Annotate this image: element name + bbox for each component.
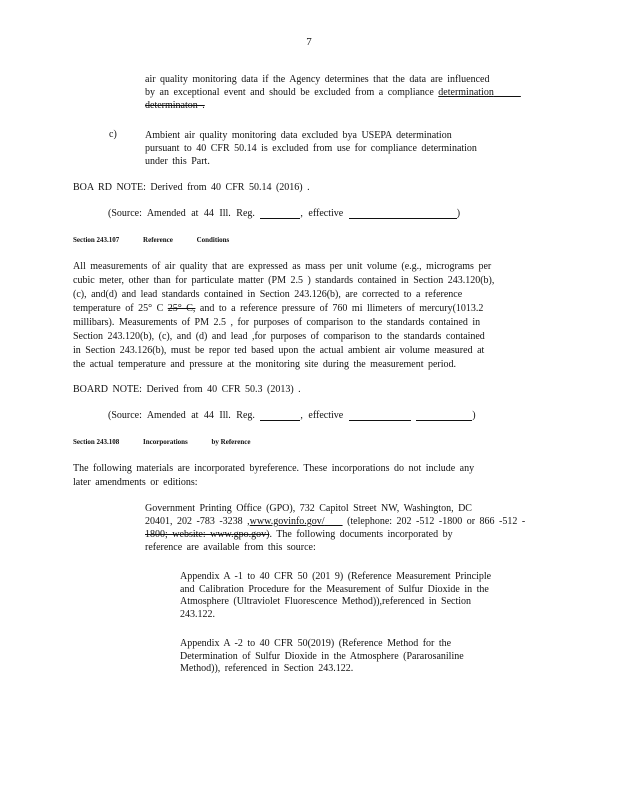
blank-register-number — [260, 410, 300, 421]
continuation-paragraph — [145, 73, 521, 112]
blank-effective-date — [349, 208, 457, 219]
section-title: Incorporations — [143, 438, 188, 446]
text-line — [145, 86, 521, 99]
text-fragment: temperature of 25° C — [73, 303, 164, 314]
text-line: in Section 243.126(b), must be repor ted based upon the actual ambient air volume measured at — [73, 345, 485, 356]
text-fragment: . The following documents incorporated by — [269, 529, 453, 540]
appendix-a1-entry — [180, 571, 528, 621]
text-line: under this Part. — [145, 156, 210, 167]
text-line: Government Printing Office (GPO), 732 Capitol Street NW, Washington, DC — [145, 503, 472, 514]
board-note-2: BOARD NOTE: Derived from 40 CFR 50.3 (2013) . — [73, 384, 301, 395]
section-108-intro — [73, 462, 543, 490]
text-line: Appendix A -1 to 40 CFR 50 (201 9) (Reference Measurement Principle — [180, 571, 492, 582]
text-line: 243.122. — [180, 608, 215, 620]
text-line: and Calibration Procedure for the Measurement of Sulfur Dioxide in the — [180, 583, 489, 595]
text-line — [145, 528, 537, 541]
section-title: Reference — [143, 236, 173, 244]
source-mid: , effective — [300, 208, 344, 219]
text-line — [73, 302, 543, 316]
deleted-text: 25° C, — [167, 303, 196, 314]
page-number: 7 — [306, 36, 312, 48]
source-suffix: ) — [456, 208, 461, 219]
item-label: c) — [109, 129, 117, 140]
section-title: by Reference — [211, 438, 251, 446]
section-heading-107 — [73, 236, 251, 244]
text-fragment: by an exceptional event and should be excluded from a compliance — [145, 87, 434, 98]
text-line: Atmosphere (Ultraviolet Fluorescence Method)),referenced in Section — [180, 596, 472, 607]
section-107-body — [73, 260, 543, 372]
text-fragment: (telephone: 202 -512 -1800 or 866 -512 - — [347, 516, 526, 527]
text-line: All measurements of air quality that are expressed as mass per unit volume (e.g., micrograms per — [73, 261, 492, 272]
deleted-text: 1800; website: www.gpo.gov) — [145, 529, 270, 540]
source-note-1 — [108, 208, 460, 219]
text-line: reference are available from this source: — [145, 542, 316, 553]
text-fragment: 20401, 202 -783 -3238 , — [145, 516, 250, 527]
text-line: pursuant to 40 CFR 50.14 is excluded from use for compliance determination — [145, 143, 477, 154]
source-suffix: ) — [472, 410, 476, 421]
blank-effective-date — [349, 410, 411, 421]
blank-effective-date — [416, 410, 472, 421]
item-c-paragraph — [145, 129, 521, 168]
section-title: Conditions — [196, 236, 230, 244]
source-mid: , effective — [300, 410, 344, 421]
text-line: Section 243.120(b), (c), and (d) and lead ,for purposes of comparison to the standards contained — [73, 331, 485, 342]
text-line: Ambient air quality monitoring data excluded bya USEPA determination — [145, 130, 452, 141]
source-prefix: (Source: Amended at 44 Ill. Reg. — [108, 410, 255, 421]
text-line — [145, 515, 537, 528]
text-fragment: and to a reference pressure of 760 mi llimeters of mercury(1013.2 — [199, 303, 484, 314]
inserted-text: determination — [438, 87, 494, 98]
blank-register-number — [260, 208, 300, 219]
section-number: Section 243.107 — [73, 236, 120, 244]
gpo-paragraph — [145, 502, 537, 554]
text-line: air quality monitoring data if the Agency determines that the data are influenced — [145, 74, 490, 85]
text-line: (c), and(d) and lead standards contained in Section 243.126(b), are corrected to a reference — [73, 289, 463, 300]
inserted-url: www.govinfo.gov/ — [249, 516, 325, 527]
text-line: cubic meter, other than for particulate matter (PM 2.5 ) standards contained in Section 243.120(b), — [73, 275, 495, 286]
board-note-1: BOA RD NOTE: Derived from 40 CFR 50.14 (2016) . — [73, 182, 310, 193]
source-note-2 — [108, 410, 476, 421]
text-line: Method)), referenced in Section 243.122. — [180, 663, 354, 674]
text-line: later amendments or editions: — [73, 477, 198, 488]
section-heading-108 — [73, 438, 272, 446]
deleted-text: determinaton . — [145, 100, 205, 111]
text-line: The following materials are incorporated byreference. These incorporations do not include any — [73, 463, 475, 474]
text-line: Determination of Sulfur Dioxide in the Atmosphere (Pararosaniline — [180, 650, 464, 662]
section-number: Section 243.108 — [73, 438, 120, 446]
text-line: millibars). Measurements of PM 2.5 , for purposes of comparison to the standards contained in — [73, 317, 481, 328]
text-line: the actual temperature and pressure at the monitoring site during the measurement period. — [73, 359, 457, 370]
appendix-a2-entry — [180, 638, 528, 676]
source-prefix: (Source: Amended at 44 Ill. Reg. — [108, 208, 255, 219]
text-line: Appendix A -2 to 40 CFR 50(2019) (Reference Method for the — [180, 638, 452, 649]
